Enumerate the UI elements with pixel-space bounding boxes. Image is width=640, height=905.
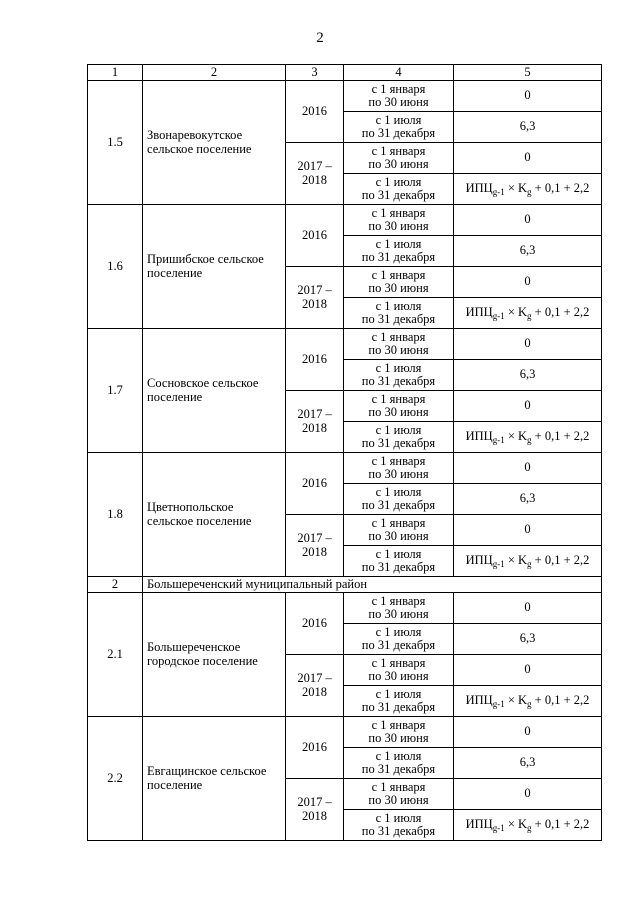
tariff-value: 6,3 — [454, 236, 602, 267]
date-range: с 1 января по 30 июня — [344, 329, 454, 360]
tariff-value: 0 — [454, 593, 602, 624]
region-row — [88, 577, 602, 593]
table-row — [88, 81, 602, 112]
date-range: с 1 июля по 31 декабря — [344, 748, 454, 779]
tariff-value: 6,3 — [454, 624, 602, 655]
tariff-value: 0 — [454, 267, 602, 298]
period-year: 2016 — [286, 593, 344, 655]
tariff-value: $ИПЦ_{g-1} \times K_g + 0,1 + 2,2$ — [454, 422, 602, 453]
period-year: 2016 — [286, 81, 344, 143]
date-range: с 1 января по 30 июня — [344, 205, 454, 236]
date-range: с 1 января по 30 июня — [344, 779, 454, 810]
date-range: с 1 июля по 31 декабря — [344, 686, 454, 717]
period-year: 2017 – 2018 — [286, 655, 344, 717]
date-range: с 1 июля по 31 декабря — [344, 624, 454, 655]
region-code: 2 — [88, 577, 143, 593]
date-range: с 1 января по 30 июня — [344, 515, 454, 546]
period-year: 2017 – 2018 — [286, 779, 344, 841]
table-row — [88, 205, 602, 236]
tariff-value: 0 — [454, 143, 602, 174]
tariff-value: 0 — [454, 779, 602, 810]
tariff-value: $ИПЦ_{g-1} \times K_g + 0,1 + 2,2$ — [454, 298, 602, 329]
tariff-value: 6,3 — [454, 360, 602, 391]
date-range: с 1 июля по 31 декабря — [344, 546, 454, 577]
column-header: 1 — [88, 65, 143, 81]
date-range: с 1 января по 30 июня — [344, 143, 454, 174]
column-header: 5 — [454, 65, 602, 81]
date-range: с 1 июля по 31 декабря — [344, 810, 454, 841]
date-range: с 1 января по 30 июня — [344, 81, 454, 112]
period-year: 2016 — [286, 205, 344, 267]
period-year: 2017 – 2018 — [286, 143, 344, 205]
tariff-value: $ИПЦ_{g-1} \times K_g + 0,1 + 2,2$ — [454, 174, 602, 205]
tariff-table — [87, 64, 602, 841]
table-row — [88, 329, 602, 360]
item-code: 1.7 — [88, 329, 143, 453]
date-range: с 1 января по 30 июня — [344, 655, 454, 686]
date-range: с 1 января по 30 июня — [344, 267, 454, 298]
tariff-value: 0 — [454, 391, 602, 422]
period-year: 2016 — [286, 453, 344, 515]
tariff-value: $ИПЦ_{g-1} \times K_g + 0,1 + 2,2$ — [454, 546, 602, 577]
date-range: с 1 июля по 31 декабря — [344, 174, 454, 205]
period-year: 2017 – 2018 — [286, 267, 344, 329]
table-body — [88, 65, 602, 841]
table-row — [88, 453, 602, 484]
date-range: с 1 июля по 31 декабря — [344, 112, 454, 143]
date-range: с 1 января по 30 июня — [344, 717, 454, 748]
period-year: 2016 — [286, 329, 344, 391]
item-code: 1.5 — [88, 81, 143, 205]
settlement-name: Пришибское сельское поселение — [143, 205, 286, 329]
date-range: с 1 июля по 31 декабря — [344, 360, 454, 391]
item-code: 2.1 — [88, 593, 143, 717]
table-row — [88, 717, 602, 748]
settlement-name: Большереченское городское поселение — [143, 593, 286, 717]
tariff-value: 0 — [454, 329, 602, 360]
date-range: с 1 января по 30 июня — [344, 593, 454, 624]
tariff-value: $ИПЦ_{g-1} \times K_g + 0,1 + 2,2$ — [454, 810, 602, 841]
page-number: 2 — [316, 30, 324, 46]
settlement-name: Сосновское сельское поселение — [143, 329, 286, 453]
column-header: 4 — [344, 65, 454, 81]
table-row — [88, 593, 602, 624]
date-range: с 1 января по 30 июня — [344, 453, 454, 484]
date-range: с 1 июля по 31 декабря — [344, 422, 454, 453]
column-header: 2 — [143, 65, 286, 81]
date-range: с 1 января по 30 июня — [344, 391, 454, 422]
region-name: Большереченский муниципальный район — [143, 577, 602, 593]
date-range: с 1 июля по 31 декабря — [344, 484, 454, 515]
date-range: с 1 июля по 31 декабря — [344, 298, 454, 329]
tariff-value: 6,3 — [454, 484, 602, 515]
period-year: 2017 – 2018 — [286, 391, 344, 453]
tariff-value: 6,3 — [454, 112, 602, 143]
settlement-name: Евгащинское сельское поселение — [143, 717, 286, 841]
tariff-value: 0 — [454, 81, 602, 112]
settlement-name: Цветнопольское сельское поселение — [143, 453, 286, 577]
item-code: 1.6 — [88, 205, 143, 329]
tariff-value: 0 — [454, 655, 602, 686]
column-header-row — [88, 65, 602, 81]
period-year: 2016 — [286, 717, 344, 779]
item-code: 2.2 — [88, 717, 143, 841]
item-code: 1.8 — [88, 453, 143, 577]
tariff-value: 0 — [454, 205, 602, 236]
tariff-value: $ИПЦ_{g-1} \times K_g + 0,1 + 2,2$ — [454, 686, 602, 717]
date-range: с 1 июля по 31 декабря — [344, 236, 454, 267]
period-year: 2017 – 2018 — [286, 515, 344, 577]
column-header: 3 — [286, 65, 344, 81]
tariff-value: 0 — [454, 515, 602, 546]
tariff-value: 0 — [454, 453, 602, 484]
settlement-name: Звонаревокутское сельское поселение — [143, 81, 286, 205]
tariff-value: 0 — [454, 717, 602, 748]
tariff-value: 6,3 — [454, 748, 602, 779]
